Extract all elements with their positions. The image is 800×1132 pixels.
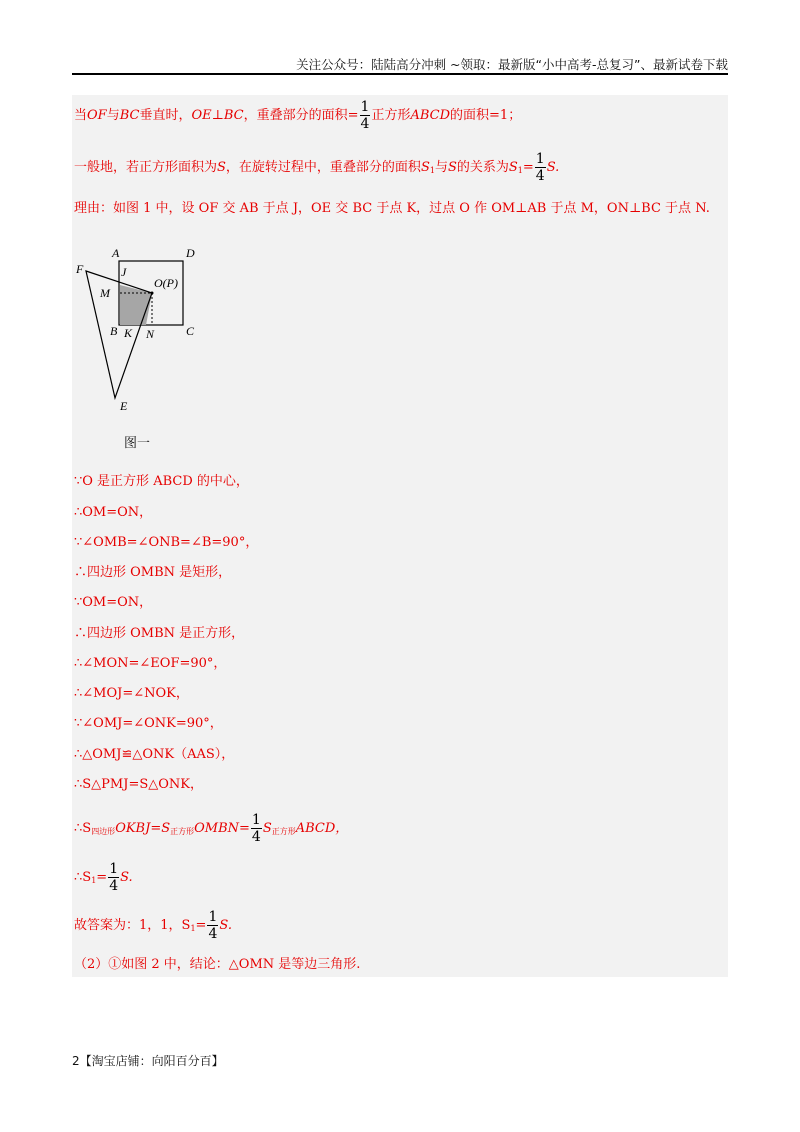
label-m: M [100, 286, 110, 300]
step-13: $\therefore S_1=$ $\frac{1}{4}$ S. [74, 861, 133, 894]
line-1: 当OF与BC垂直时，OE⊥BC，重叠部分的面积= $\frac{1}{4}$ 正方形ABCD的面积=1； [74, 99, 522, 132]
geometry-figure [72, 235, 206, 453]
step-14: 故答案为：1，1，$S_1=$ $\frac{1}{4}$ S. [74, 909, 232, 942]
figure-caption: 图一 [124, 436, 151, 451]
label-j: J [121, 265, 127, 279]
step-6: ∴四边形 OMBN 是正方形， [74, 626, 245, 641]
step-11: ∴S△PMJ=S△ONK， [74, 777, 203, 792]
step-12: $\therefore S_{四边形}OKBJ=S_{正方形}OMBN=$ $\frac{1}{4}$ $S_{正方形}ABCD$， [74, 812, 349, 845]
step-15: （2）①如图 2 中，结论：△OMN 是等边三角形. [74, 957, 361, 972]
fraction: $\frac{1}{4}$ [208, 909, 218, 942]
figure-1 [72, 235, 206, 453]
line-3: 理由：如图 1 中，设 OF 交 AB 于点 J，OE 交 BC 于点 K，过点 O 作 OM⊥AB 于点 M，ON⊥BC 于点 N. [74, 201, 710, 216]
line-2: 一般地，若正方形面积为S，在旋转过程中，重叠部分的面积$S_1$与S的关系为$S_1=$ $\frac{1}{4}$ S. [74, 151, 560, 184]
step-2: ∴OM=ON， [74, 505, 153, 520]
step-8: ∴∠MOJ=∠NOK， [74, 686, 189, 701]
step-1: ∵O 是正方形 ABCD 的中心， [74, 474, 249, 489]
label-o: O(P) [154, 276, 178, 290]
label-n: N [146, 327, 155, 341]
step-7: ∴∠MON=∠EOF=90°， [74, 656, 227, 671]
label-c: C [186, 324, 195, 338]
label-k: K [124, 326, 133, 340]
label-e: E [120, 399, 128, 413]
page-footer: 2【淘宝店铺：向阳百分百】 [72, 1054, 224, 1068]
page-header: 关注公众号：陆陆高分冲刺 ~领取：最新版“小中高考-总复习”、最新试卷下载 [296, 57, 728, 72]
label-b: B [110, 324, 118, 338]
label-d: D [186, 246, 195, 260]
step-9: ∵∠OMJ=∠ONK=90°， [74, 716, 223, 731]
fraction: $\frac{1}{4}$ [251, 812, 261, 845]
label-a: A [112, 246, 120, 260]
label-f: F [76, 262, 84, 276]
point-o [151, 292, 154, 295]
fraction: $\frac{1}{4}$ [360, 99, 370, 132]
step-3: ∵∠OMB=∠ONB=∠B=90°， [74, 535, 259, 550]
step-5: ∵OM=ON， [74, 595, 153, 610]
header-rule [72, 73, 728, 75]
step-4: ∴四边形 OMBN 是矩形， [74, 565, 232, 580]
fraction: $\frac{1}{4}$ [109, 861, 119, 894]
fraction: $\frac{1}{4}$ [535, 151, 545, 184]
solution-block [72, 95, 728, 977]
step-10: ∴△OMJ≌△ONK（AAS）， [74, 747, 235, 762]
